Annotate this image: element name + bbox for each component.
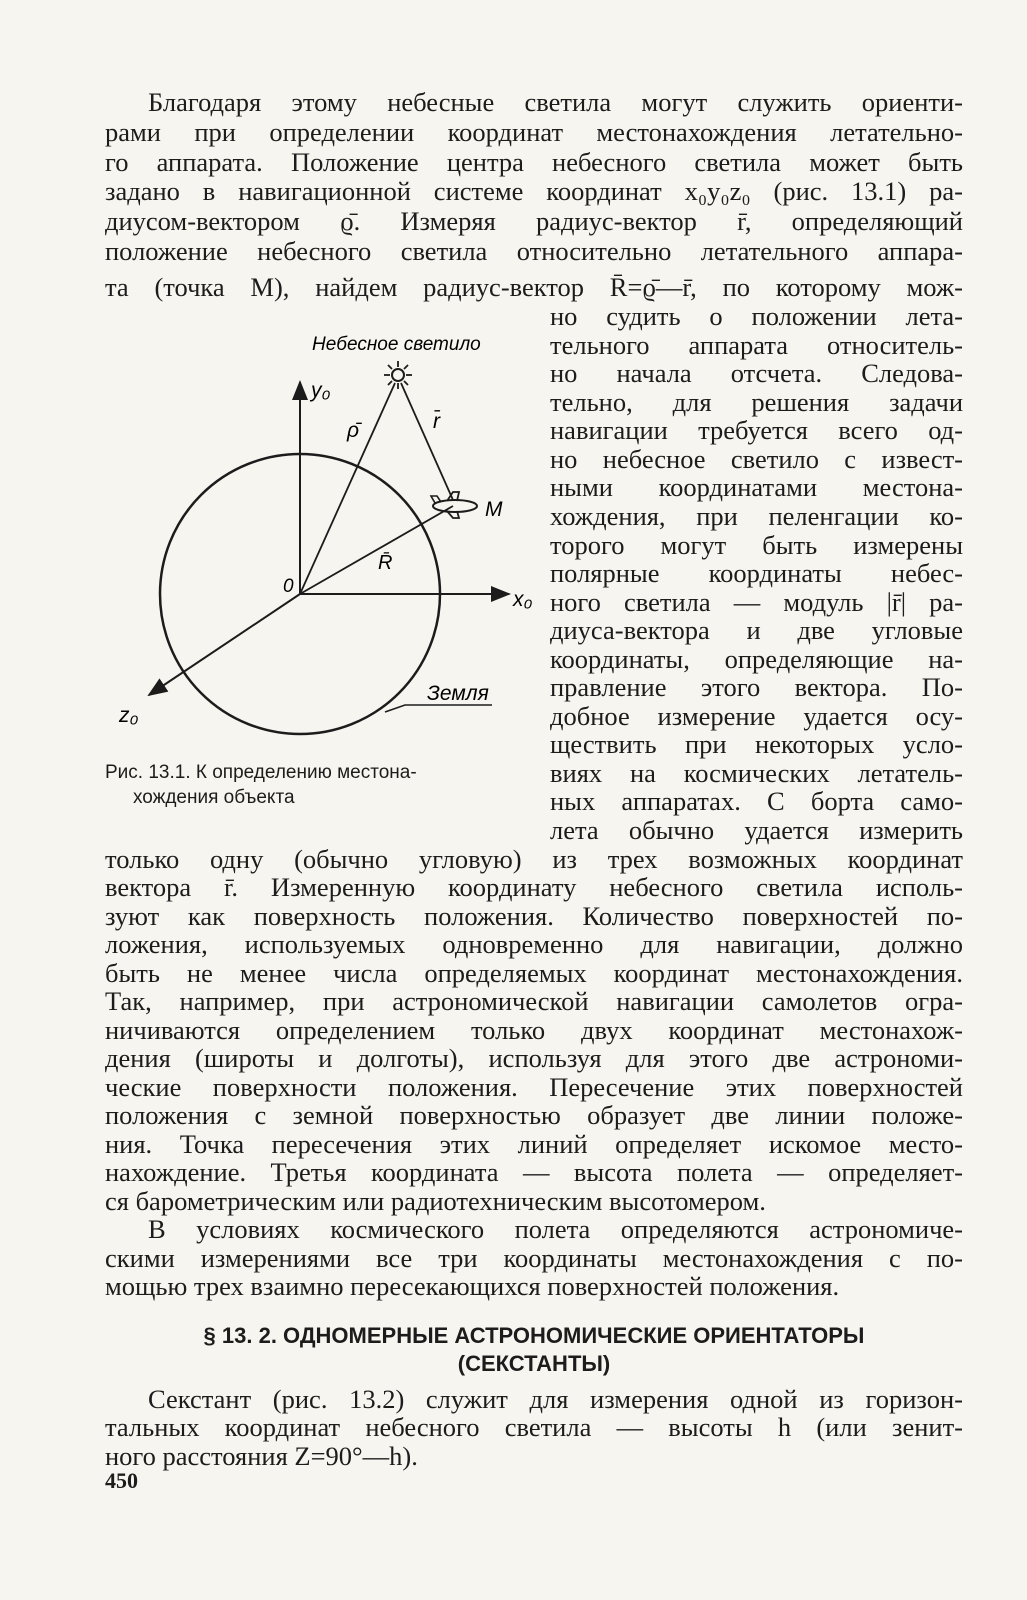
r-label: r̄	[433, 410, 440, 433]
figure-diagram	[105, 320, 545, 740]
section-heading: (СЕКСТАНТЫ)	[457, 1351, 611, 1376]
text-line: ческие поверхности положения. Пересечение этих поверхностей	[105, 1072, 963, 1102]
text-line: положение небесного светила относительно летательного аппара-	[105, 236, 963, 266]
text-line: ничиваются определением только двух координат местонахож-	[105, 1015, 963, 1045]
text-line: торого могут быть измерены	[550, 530, 963, 560]
text-line: нахождение. Третья координата — высота полета — определяет-	[105, 1157, 963, 1187]
text-line: В условиях космического полета определяются астрономиче-	[148, 1214, 963, 1244]
figure-caption-line: хождения объекта	[133, 787, 295, 808]
star-icon	[384, 361, 412, 389]
text-line: Секстант (рис. 13.2) служит для измерения одной из горизон-	[148, 1384, 963, 1414]
text-line: тельно, для решения задачи	[550, 387, 963, 417]
figure-caption-line: Рис. 13.1. К определению местона-	[105, 762, 417, 783]
text-line: ществить при некоторых усло-	[550, 729, 963, 759]
earth-label: Земля	[427, 682, 489, 705]
text-line: хождения, при пеленгации ко-	[550, 501, 963, 531]
section-heading: § 13. 2. ОДНОМЕРНЫЕ АСТРОНОМИЧЕСКИЕ ОРИЕНТАТОРЫ	[203, 1323, 865, 1348]
text-line: Так, например, при астрономической навигации самолетов огра-	[105, 986, 963, 1016]
text-line: ния. Точка пересечения этих линий определяет искомое место-	[105, 1129, 963, 1159]
M-label: M	[485, 498, 503, 521]
text-line: координаты, определяющие на-	[550, 644, 963, 674]
R-vector	[300, 506, 453, 594]
text-line: рами при определении координат местонахождения летательно-	[105, 117, 963, 147]
text-line: виях на космических летатель-	[550, 758, 963, 788]
text-line: Благодаря этому небесные светила могут служить ориенти-	[148, 87, 963, 117]
star-label: Небесное светило	[312, 334, 481, 355]
text-line: правление этого вектора. По-	[550, 672, 963, 702]
text-line: лета обычно удается измерить	[550, 815, 963, 845]
R-label: R̄	[378, 552, 393, 574]
text-line: тельного аппарата относитель-	[550, 330, 963, 360]
text-line: но начала отсчета. Следова-	[550, 358, 963, 388]
text-line: добное измерение удается осу-	[550, 701, 963, 731]
text-line: положения с земной поверхностью образует две линии положе-	[105, 1100, 963, 1130]
text-line: ными координатами местона-	[550, 472, 963, 502]
text-line: ся барометрическим или радиотехническим высотомером.	[105, 1186, 766, 1216]
text-line: ложения, используемых одновременно для навигации, должно	[105, 929, 963, 959]
text-line: зуют как поверхность положения. Количество поверхностей по-	[105, 901, 963, 931]
text-line: ных аппаратах. С борта само-	[550, 786, 963, 816]
rho-label: ρ̄	[347, 419, 360, 442]
text-line: диусом-вектором ϱ̄. Измеряя радиус-вектор r̄, определяющий	[105, 206, 963, 236]
text-line: вектора r̄. Измеренную координату небесного светила исполь-	[105, 872, 963, 902]
text-line: задано в навигационной системе координат x₀y₀z₀ (рис. 13.1) ра-	[105, 176, 963, 206]
y-axis-label: y₀	[311, 379, 331, 402]
z-axis	[149, 594, 300, 695]
text-line: навигации требуется всего од-	[550, 415, 963, 445]
figure-13-1	[105, 320, 545, 740]
text-line: тальных координат небесного светила — высоты h (или зенит-	[105, 1412, 963, 1442]
r-vector	[401, 383, 453, 500]
origin-label: 0	[283, 576, 294, 597]
text-line: го аппарата. Положение центра небесного светила может быть	[105, 147, 963, 177]
text-line: ного расстояния Z=90°—h).	[105, 1441, 418, 1471]
text-line: только одну (обычно угловую) из трех возможных координат	[105, 844, 963, 874]
earth-leader	[385, 705, 492, 712]
z-axis-label: z₀	[119, 704, 139, 727]
text-line: скими измерениями все три координаты местонахождения с по-	[105, 1243, 963, 1273]
text-line: полярные координаты небес-	[550, 558, 963, 588]
x-axis-label: x₀	[513, 588, 533, 611]
page-number: 450	[105, 1468, 138, 1493]
text-line: диуса-вектора и две угловые	[550, 615, 963, 645]
text-line: быть не менее числа определяемых координат местонахождения.	[105, 958, 963, 988]
text-line: но судить о положении лета-	[550, 301, 963, 331]
text-line: мощью трех взаимно пересекающихся поверхностей положения.	[105, 1271, 840, 1301]
text-line: дения (широты и долготы), используя для этого две астрономи-	[105, 1043, 963, 1073]
text-line: та (точка M), найдем радиус-вектор R̄=ϱ̄—r̄, по которому мож-	[105, 272, 963, 302]
text-line: ного светила — модуль |r̄| ра-	[550, 587, 963, 617]
text-line: но небесное светило с извест-	[550, 444, 963, 474]
